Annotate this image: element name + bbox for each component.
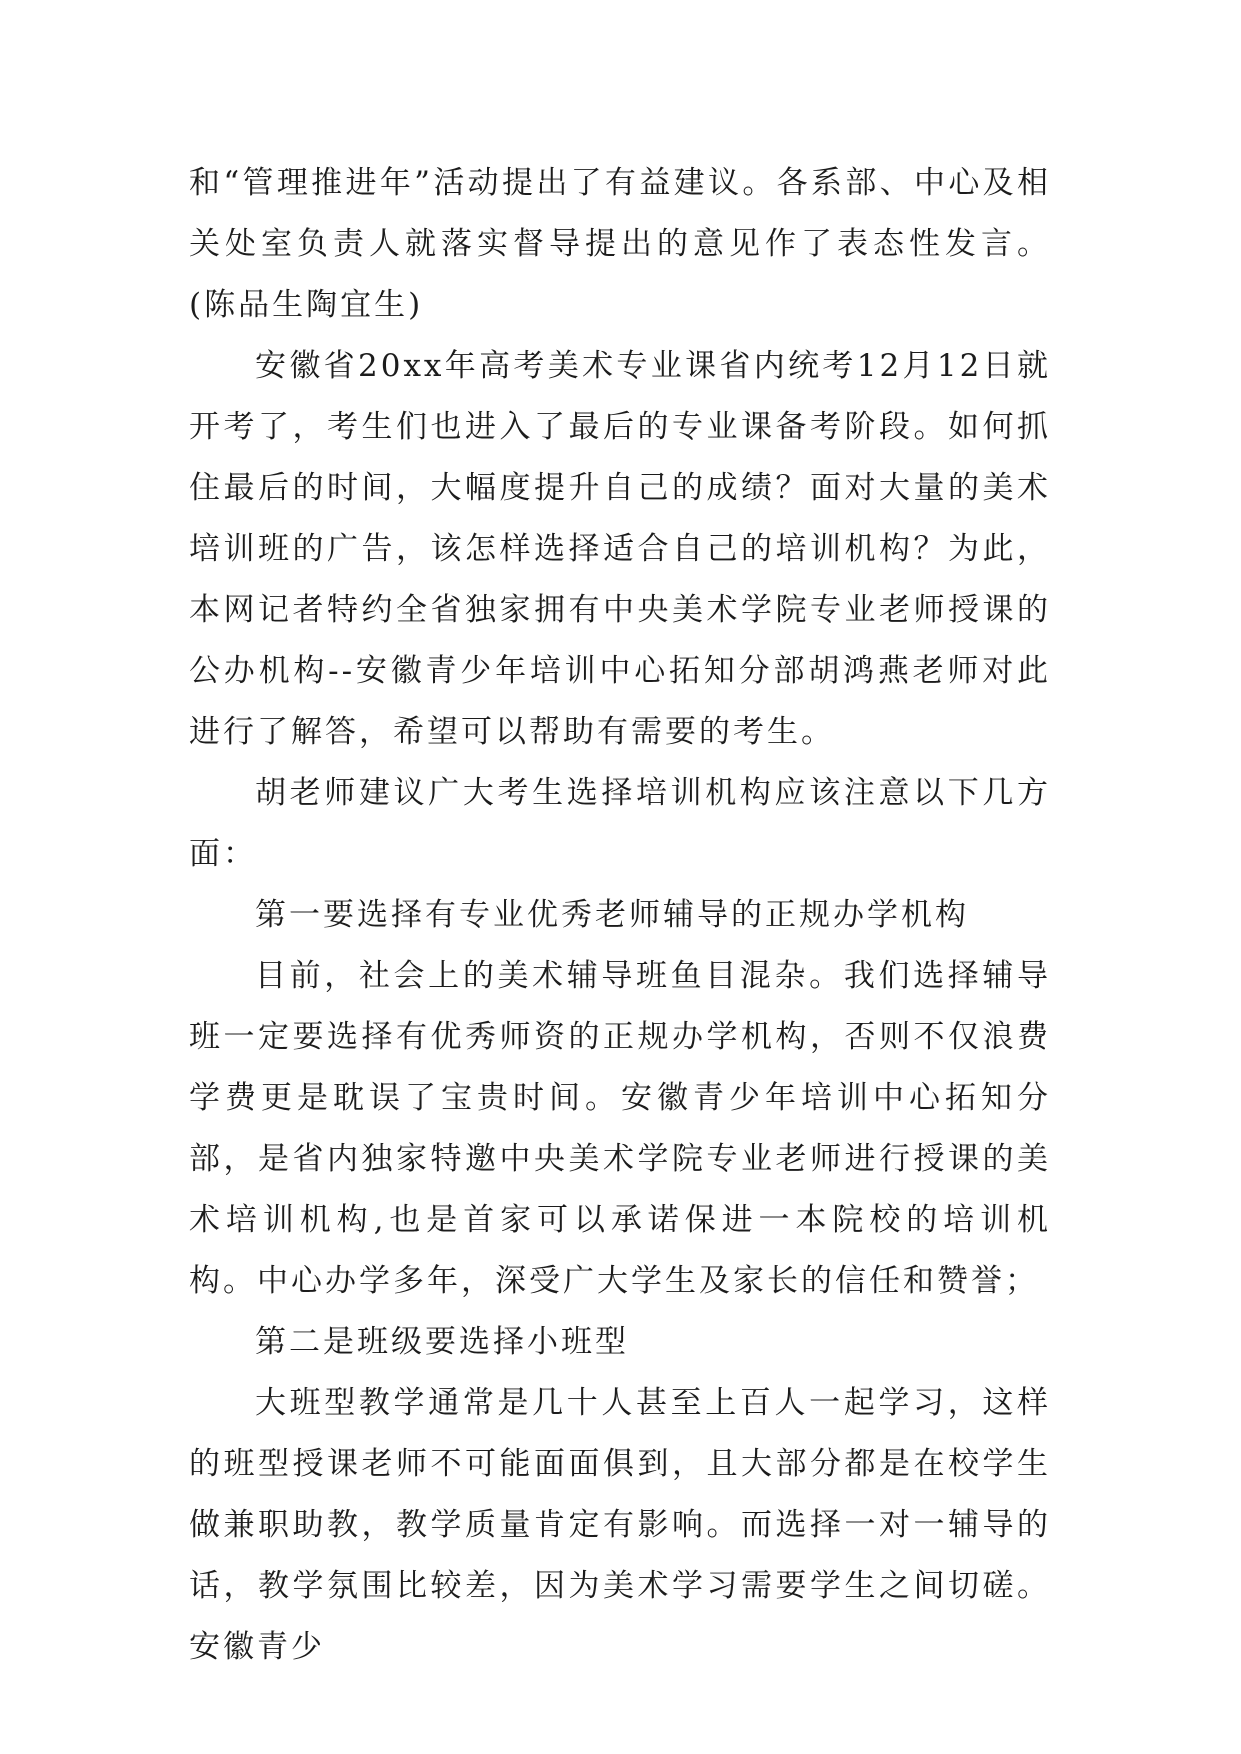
paragraph: 和“管理推进年”活动提出了有益建议。各系部、中心及相关处室负责人就落实督导提出的意见作了表态性发言。(陈品生陶宜生) bbox=[189, 165, 1051, 323]
section-heading: 第一要选择有专业优秀老师辅导的正规办学机构 bbox=[255, 897, 969, 933]
section-heading: 第二是班级要选择小班型 bbox=[255, 1324, 629, 1360]
paragraph: 安徽省20xx年高考美术专业课省内统考12月12日就开考了，考生们也进入了最后的专业课备考阶段。如何抓住最后的时间，大幅度提升自己的成绩？面对大量的美术培训班的广告，该怎样选择适合自己的培训机构？为此，本网记者特约全省独家拥有中央美术学院专业老师授课的公办机构--安徽青少年培训中心拓知分部胡鸿燕老师对此进行了解答，希望可以帮助有需要的考生。 bbox=[189, 348, 1051, 750]
document-body bbox=[189, 153, 1051, 1678]
paragraph: 胡老师建议广大考生选择培训机构应该注意以下几方面： bbox=[189, 775, 1051, 872]
paragraph: 大班型教学通常是几十人甚至上百人一起学习，这样的班型授课老师不可能面面俱到，且大部分都是在校学生做兼职助教，教学质量肯定有影响。而选择一对一辅导的话，教学氛围比较差，因为美术学习需要学生之间切磋。安徽青少 bbox=[189, 1385, 1051, 1665]
paragraph: 目前，社会上的美术辅导班鱼目混杂。我们选择辅导班一定要选择有优秀师资的正规办学机构，否则不仅浪费学费更是耽误了宝贵时间。安徽青少年培训中心拓知分部，是省内独家特邀中央美术学院专业老师进行授课的美术培训机构,也是首家可以承诺保进一本院校的培训机构。中心办学多年，深受广大学生及家长的信任和赞誉； bbox=[189, 958, 1051, 1299]
